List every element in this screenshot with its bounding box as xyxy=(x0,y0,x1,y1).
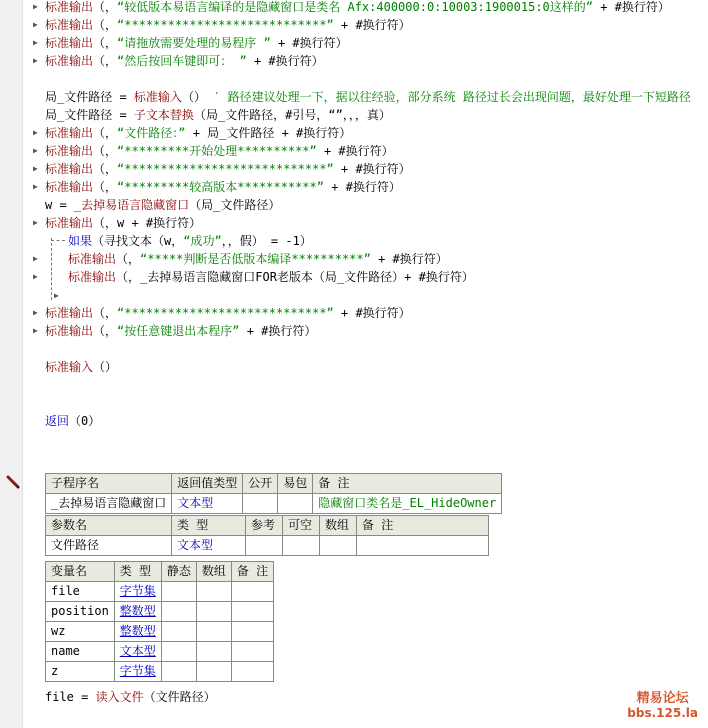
param-name[interactable]: 文件路径 xyxy=(46,536,172,556)
pencil-icon xyxy=(6,475,20,489)
variable-type[interactable]: 整数型 xyxy=(114,602,161,622)
col-header: 类 型 xyxy=(114,562,161,582)
col-header: 返回值类型 xyxy=(172,474,243,494)
param-table xyxy=(45,515,489,556)
code-line-19[interactable]: 返回（0） xyxy=(45,414,101,428)
variable-header-row xyxy=(46,562,274,582)
col-header: 可空 xyxy=(283,516,320,536)
col-header: 备 注 xyxy=(357,516,489,536)
subroutine-name[interactable]: _去掉易语言隐藏窗口 xyxy=(46,494,172,514)
table-row[interactable] xyxy=(46,662,274,682)
line-arrow-icon: ▶ xyxy=(33,164,38,173)
col-header: 公开 xyxy=(243,474,278,494)
line-arrow-icon: ▶ xyxy=(33,182,38,191)
subroutine-row[interactable] xyxy=(46,494,502,514)
col-header: 参考 xyxy=(246,516,283,536)
line-arrow-icon: ▶ xyxy=(33,128,38,137)
col-header: 数组 xyxy=(320,516,357,536)
variable-name[interactable]: wz xyxy=(46,622,115,642)
line-arrow-icon: ▶ xyxy=(33,146,38,155)
flow-line xyxy=(51,240,65,241)
code-line-1[interactable]: 标准输出（，“较低版本易语言编译的是隐藏窗口是类名 Afx:400000:0:10003:1900015:0这样的” + #换行符） xyxy=(45,0,670,14)
line-arrow-icon: ▶ xyxy=(33,20,38,29)
col-header: 参数名 xyxy=(46,516,172,536)
return-type[interactable]: 文本型 xyxy=(172,494,243,514)
epkg-cell[interactable] xyxy=(278,494,313,514)
variable-name[interactable]: name xyxy=(46,642,115,662)
param-type[interactable]: 文本型 xyxy=(172,536,246,556)
col-header: 备 注 xyxy=(313,474,502,494)
line-arrow-icon: ▶ xyxy=(33,38,38,47)
col-header: 类 型 xyxy=(172,516,246,536)
code-line-8[interactable]: 标准输出（，“*********开始处理**********” + #换行符） xyxy=(45,144,394,158)
code-line-12[interactable]: 标准输出（，w + #换行符） xyxy=(45,216,202,230)
col-header: 子程序名 xyxy=(46,474,172,494)
code-line-20[interactable]: file = 读入文件（文件路径） xyxy=(45,690,216,704)
variable-type[interactable]: 整数型 xyxy=(114,622,161,642)
code-line-5[interactable]: 局_文件路径 = 标准输入（） ′ 路径建议处理一下，据以往经验，部分系统 路径过长会出现问题，最好处理一下短路径 xyxy=(45,90,691,104)
code-line-2[interactable]: 标准输出（，“****************************” + #换行符） xyxy=(45,18,411,32)
col-header: 变量名 xyxy=(46,562,115,582)
watermark-url: bbs.125.la xyxy=(627,706,698,720)
code-line-7[interactable]: 标准输出（，“文件路径：” + 局_文件路径 + #换行符） xyxy=(45,126,352,140)
col-header: 静态 xyxy=(161,562,196,582)
editor-gutter xyxy=(0,0,23,728)
variable-type[interactable]: 字节集 xyxy=(114,582,161,602)
param-nullable[interactable] xyxy=(283,536,320,556)
param-row[interactable] xyxy=(46,536,489,556)
code-line-6[interactable]: 局_文件路径 = 子文本替换（局_文件路径，#引号，“”，，，真） xyxy=(45,108,391,122)
flow-line xyxy=(51,238,52,300)
code-line-13[interactable]: 如果（寻找文本（w，“成功”，，假） = -1） xyxy=(68,234,312,248)
code-line-14[interactable]: 标准输出（，“*****判断是否低版本编译**********” + #换行符） xyxy=(68,252,448,266)
forum-watermark xyxy=(627,692,698,720)
param-array[interactable] xyxy=(320,536,357,556)
line-arrow-icon: ▶ xyxy=(33,326,38,335)
col-header: 备 注 xyxy=(231,562,273,582)
col-header: 易包 xyxy=(278,474,313,494)
col-header: 数组 xyxy=(196,562,231,582)
variable-type[interactable]: 字节集 xyxy=(114,662,161,682)
code-line-16[interactable]: 标准输出（，“****************************” + #换行符） xyxy=(45,306,411,320)
param-ref[interactable] xyxy=(246,536,283,556)
code-line-11[interactable]: w = _去掉易语言隐藏窗口（局_文件路径） xyxy=(45,198,281,212)
code-line-10[interactable]: 标准输出（，“*********较高版本***********” + #换行符） xyxy=(45,180,401,194)
line-arrow-icon: ▶ xyxy=(33,308,38,317)
variable-name[interactable]: position xyxy=(46,602,115,622)
line-arrow-icon: ▶ xyxy=(33,272,38,281)
line-arrow-icon: ▶ xyxy=(33,218,38,227)
subroutine-note[interactable]: 隐藏窗口类名是_EL_HideOwner xyxy=(313,494,502,514)
line-arrow-icon: ▶ xyxy=(33,56,38,65)
line-arrow-icon: ▶ xyxy=(33,254,38,263)
line-arrow-icon: ▶ xyxy=(33,2,38,11)
table-row[interactable] xyxy=(46,602,274,622)
code-line-9[interactable]: 标准输出（，“****************************” + #换行符） xyxy=(45,162,411,176)
code-line-18[interactable]: 标准输入（） xyxy=(45,360,118,374)
variable-table xyxy=(45,561,274,682)
variable-name[interactable]: z xyxy=(46,662,115,682)
table-row[interactable] xyxy=(46,582,274,602)
variable-type[interactable]: 文本型 xyxy=(114,642,161,662)
watermark-title: 精易论坛 xyxy=(636,691,689,706)
table-row[interactable] xyxy=(46,622,274,642)
param-note[interactable] xyxy=(357,536,489,556)
subroutine-table xyxy=(45,473,502,514)
code-line-17[interactable]: 标准输出（，“按任意键退出本程序” + #换行符） xyxy=(45,324,317,338)
param-header-row xyxy=(46,516,489,536)
code-line-3[interactable]: 标准输出（，“请拖放需要处理的易程序 ” + #换行符） xyxy=(45,36,348,50)
subroutine-header-row xyxy=(46,474,502,494)
variable-name[interactable]: file xyxy=(46,582,115,602)
table-row[interactable] xyxy=(46,642,274,662)
code-line-15[interactable]: 标准输出（，_去掉易语言隐藏窗口FOR老版本（局_文件路径）+ #换行符） xyxy=(68,270,474,284)
flow-end-arrow-icon: ▶ xyxy=(54,291,59,300)
code-line-4[interactable]: 标准输出（，“然后按回车键即可： ” + #换行符） xyxy=(45,54,324,68)
public-cell[interactable] xyxy=(243,494,278,514)
